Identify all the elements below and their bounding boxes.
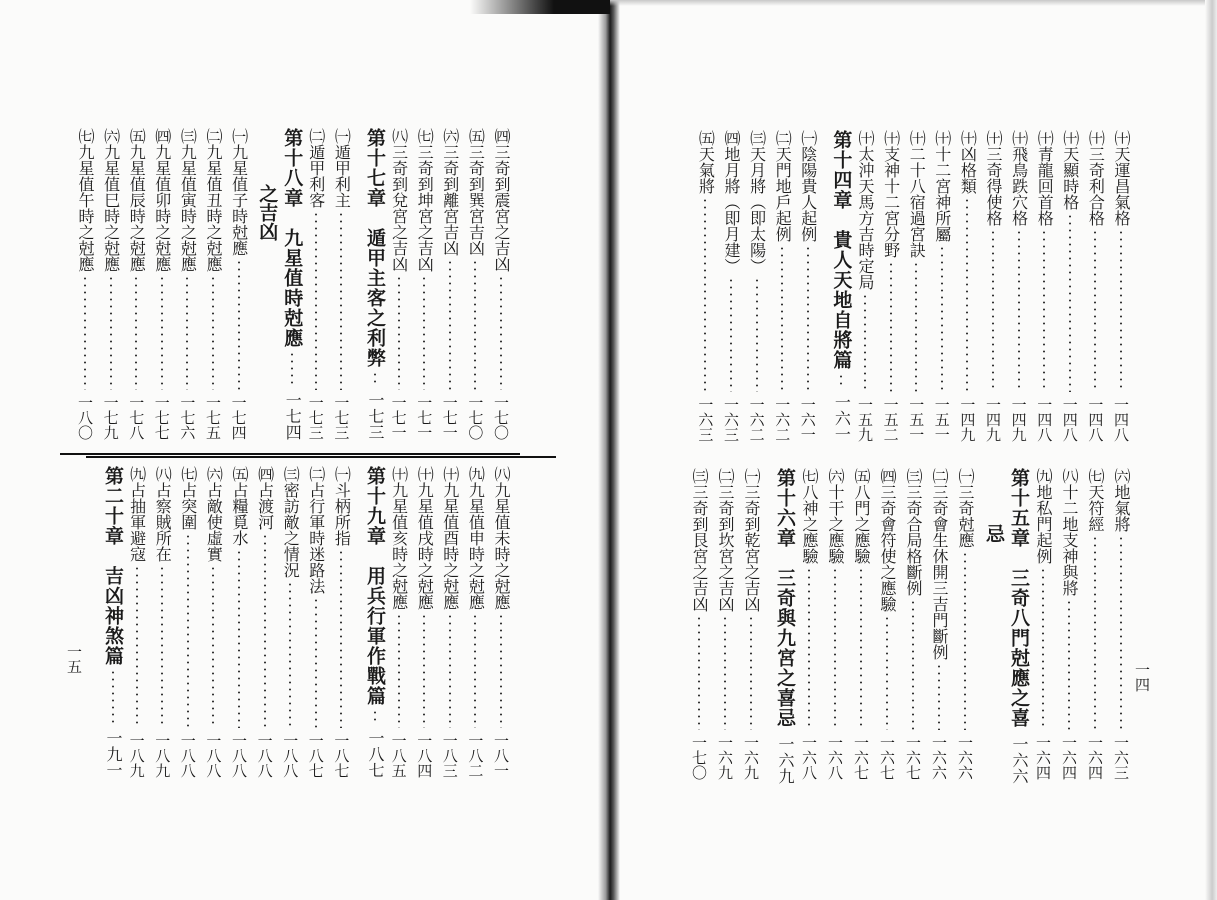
toc-entry-title: ㈦天符經 [1086, 468, 1105, 532]
toc-entry-title: 第二十章 吉凶神煞篇 [102, 466, 124, 666]
book-gutter [598, 0, 620, 900]
toc-entry-title: ㈠九星值子時尅應 [229, 128, 249, 256]
toc-entry-title: ㈦九星值午時之尅應 [76, 128, 95, 272]
dot-leader [756, 277, 758, 392]
toc-entry-title: ㈥占敵使虛實 [204, 466, 224, 562]
dot-leader [135, 275, 137, 390]
toc-entry-page: 一七三 [306, 395, 325, 440]
toc-entry-page: 一五九 [856, 397, 874, 442]
dot-leader [212, 565, 214, 728]
toc-entry [490, 466, 512, 778]
dot-leader [212, 275, 214, 390]
toc-entry-title: ㈡三奇到坎宮之吉凶 [716, 468, 735, 612]
toc-entry-title: ㈥地氣將 [1112, 468, 1131, 532]
toc-entry [720, 130, 742, 442]
toc-entry [1033, 130, 1055, 442]
toc-entry-title: ㈢九星值寅時之尅應 [178, 128, 198, 272]
toc-entry [464, 466, 486, 778]
dot-leader [1120, 535, 1122, 730]
toc-entry-title: ㈥十干之應驗 [826, 468, 845, 564]
dot-leader [864, 293, 866, 392]
dot-leader [704, 197, 706, 392]
dot-leader [1042, 567, 1044, 730]
dot-leader [1018, 229, 1020, 392]
toc-entry [797, 130, 819, 442]
toc-entry-page: 一六四 [1086, 735, 1104, 780]
toc-entry-page: 一八四 [415, 733, 434, 778]
toc-entry [1084, 130, 1106, 442]
dot-leader [1094, 229, 1096, 392]
toc-entry-title: ㈩天顯時格 [1060, 130, 1080, 210]
dot-leader [808, 567, 810, 730]
toc-entry [1058, 468, 1080, 780]
dot-leader [992, 229, 994, 392]
toc-entry-title: ㈦三奇到坤宮之吉凶 [415, 128, 435, 272]
toc-entry [254, 466, 276, 778]
toc-entry-title: ㈦占突圍 [178, 466, 198, 530]
toc-entry [876, 468, 898, 780]
dot-leader [474, 613, 476, 728]
toc-entry [850, 468, 872, 780]
page-edge [1205, 0, 1217, 900]
toc-entry [714, 468, 736, 780]
dot-leader [238, 259, 240, 390]
toc-entry-page: 一六六 [956, 735, 974, 780]
dot-leader [423, 275, 425, 390]
left-page-divider [60, 453, 520, 455]
toc-entry-title: ㈧占察賊所在 [153, 466, 173, 562]
toc-entry-page: 一八九 [127, 733, 146, 778]
toc-entry-title: ㈩三奇利合格 [1086, 130, 1106, 226]
dot-leader [112, 669, 114, 725]
toc-entry-page: 一七八 [127, 395, 146, 440]
toc-entry-page: 一四八 [1086, 397, 1105, 442]
toc-entry-page: 一五二 [881, 397, 900, 442]
toc-entry-page: 一七一 [415, 395, 434, 440]
toc-entry [388, 128, 410, 440]
dot-leader [915, 261, 917, 392]
toc-entry-page: 一六二 [747, 397, 766, 442]
toc-entry [305, 128, 327, 440]
toc-entry-page: 一六二 [773, 397, 792, 442]
dot-leader [340, 549, 342, 728]
dot-leader [161, 275, 163, 390]
toc-entry [202, 466, 224, 778]
dot-leader [449, 259, 451, 390]
toc-entry-title: ㈧九星值未時之尅應 [492, 466, 511, 610]
toc-entry-page: 一七〇 [690, 735, 708, 780]
toc-entry [330, 128, 352, 440]
toc-entry-page: 一八七 [366, 730, 385, 778]
toc-entry-title: ㈥九星值巳時之尅應 [101, 128, 121, 272]
toc-entry-page: 一八七 [332, 733, 351, 778]
toc-entry [74, 128, 96, 440]
toc-entry-page: 一九一 [104, 730, 123, 778]
dot-leader [964, 551, 966, 730]
dot-leader [500, 275, 502, 390]
toc-entry [1084, 468, 1106, 780]
toc-entry [100, 128, 122, 440]
toc-entry-title: ㈥三奇到離宮吉凶 [440, 128, 460, 256]
toc-entry [177, 466, 199, 778]
toc-entry [176, 128, 198, 440]
dot-leader [1094, 535, 1096, 730]
toc-entry [228, 128, 250, 440]
toc-entry [954, 468, 976, 780]
toc-entry-title: ㈩九星值戌時之尅應 [415, 466, 435, 610]
toc-entry [125, 128, 147, 440]
toc-entry-title: ㈡遁甲利客 [306, 128, 326, 208]
dot-leader [966, 197, 968, 392]
dot-leader [374, 709, 376, 725]
toc-entry-page: 一六六 [1010, 736, 1029, 784]
toc-entry-page: 一四八 [1060, 397, 1079, 442]
page-number-right: 一四 [1133, 662, 1151, 692]
dot-leader [938, 663, 940, 730]
toc-chapter-heading [100, 466, 126, 778]
right-page-divider [86, 456, 556, 458]
toc-entry-page: 一四九 [984, 397, 1002, 442]
dot-leader [1043, 229, 1045, 392]
toc-entry-title: ㈠三奇到乾宮之吉凶 [742, 468, 761, 612]
toc-entry-title: ㈠陰陽貴人起例 [798, 130, 818, 242]
toc-entry-title: ㈣三奇會符使之應驗 [878, 468, 897, 612]
toc-entry-title: ㈨占抽軍避寇 [127, 466, 147, 562]
dot-leader [890, 261, 892, 392]
toc-entry [439, 466, 461, 778]
dot-leader [289, 581, 291, 728]
dot-leader [238, 549, 240, 728]
toc-entry-page: 一六七 [852, 735, 870, 780]
toc-entry-page: 一六七 [878, 735, 896, 780]
toc-entry-title: ㈠遁甲利主 [332, 128, 352, 208]
toc-entry-title: 第十四章 貴人天地自將篇 [830, 130, 853, 370]
toc-entry-page: 一六三 [722, 397, 740, 442]
toc-entry-title: ㈩凶格類 [958, 130, 978, 194]
toc-entry-title: ㈩二十八宿過宮訣 [907, 130, 927, 258]
toc-entry-page: 一六四 [1034, 735, 1052, 780]
toc-entry-page: 一七五 [204, 395, 222, 440]
toc-entry-page: 一六一 [798, 397, 817, 442]
toc-entry-page: 一六三 [1112, 735, 1130, 780]
toc-entry-title: ㈩三奇得使格 [984, 130, 1003, 226]
dot-leader [186, 275, 188, 390]
toc-entry-page: 一六六 [930, 735, 948, 780]
toc-chapter-heading [279, 128, 305, 440]
toc-entry [439, 128, 461, 440]
toc-entry-page: 一八九 [153, 733, 172, 778]
toc-entry-title: ㈩太沖天馬方吉時定局 [856, 130, 875, 290]
toc-entry-title: ㈤八門之應驗 [852, 468, 871, 564]
scan-shadow [470, 0, 610, 14]
toc-entry-page: 一七三 [366, 392, 385, 440]
toc-entry-title: ㈨地私門起例 [1034, 468, 1053, 564]
toc-entry [464, 128, 486, 440]
toc-entry-title: ㈠三奇尅應 [956, 468, 975, 548]
toc-entry-page: 一五一 [932, 397, 951, 442]
toc-entry-title: ㈤天氣將 [696, 130, 716, 194]
toc-entry-page: 一八三 [440, 733, 459, 778]
toc-chapter-heading [828, 130, 854, 442]
toc-entry-title: ㈤三奇到巽宮吉凶 [466, 128, 486, 256]
dot-leader [374, 371, 376, 387]
dot-leader [724, 615, 726, 730]
toc-entry-title: ㈩飛鳥跌穴格 [1009, 130, 1029, 226]
toc-chapter-heading [362, 466, 388, 778]
toc-entry-page: 一六七 [904, 735, 922, 780]
toc-entry-title: ㈩九星值亥時之尅應 [389, 466, 409, 610]
dot-leader [1120, 229, 1122, 392]
toc-entry-title: ㈢三奇到艮宮之吉凶 [690, 468, 709, 612]
page-number-left: 一五 [65, 644, 83, 674]
toc-entry-page: 一七一 [389, 395, 408, 440]
toc-entry-page: 一七〇 [492, 395, 510, 440]
dot-leader [110, 275, 112, 390]
dot-leader [1069, 213, 1071, 392]
dot-leader [840, 373, 842, 389]
toc-entry-title: ㈢天月將（即太陽） [747, 130, 767, 274]
toc-entry [905, 130, 927, 442]
toc-entry [854, 130, 876, 442]
dot-leader [264, 533, 266, 728]
toc-entry [956, 130, 978, 442]
toc-entry-page: 一八五 [389, 733, 408, 778]
toc-entry [746, 130, 768, 442]
dot-leader [730, 277, 732, 392]
toc-entry [771, 130, 793, 442]
dot-leader [84, 275, 86, 390]
dot-leader [398, 275, 400, 390]
toc-chapter-continuation: 忌 [983, 524, 1005, 543]
toc-entry-page: 一四九 [958, 397, 977, 442]
dot-leader [912, 599, 914, 730]
toc-entry-page: 一六四 [1060, 735, 1078, 780]
toc-entry-page: 一六八 [800, 735, 818, 780]
toc-entry [228, 466, 250, 778]
toc-entry-title: ㈩九星值酉時之尅應 [440, 466, 460, 610]
toc-entry-title: ㈡九星值丑時之尅應 [204, 128, 223, 272]
toc-entry [982, 130, 1004, 442]
toc-entry-page: 一七六 [178, 395, 197, 440]
dot-leader [860, 567, 862, 730]
dot-leader [315, 597, 317, 728]
toc-entry [126, 466, 148, 778]
toc-entry-page: 一四八 [1112, 397, 1130, 442]
dot-leader [1068, 599, 1070, 730]
toc-entry [413, 128, 435, 440]
toc-entry-page: 一八八 [255, 733, 274, 778]
dot-leader [291, 351, 293, 387]
toc-entry-title: ㈩支神十二宮分野 [881, 130, 901, 258]
toc-entry-page: 一四八 [1035, 397, 1054, 442]
toc-entry [880, 130, 902, 442]
dot-leader [941, 245, 943, 392]
toc-entry [824, 468, 846, 780]
toc-entry-title: ㈢密訪敵之情況 [281, 466, 301, 578]
toc-entry [151, 466, 173, 778]
dot-leader [340, 211, 342, 390]
toc-chapter-heading [1006, 468, 1032, 784]
dot-leader [698, 615, 700, 730]
toc-entry-page: 一七三 [332, 395, 351, 440]
toc-entry-title: ㈡三奇會生休開三吉門斷例 [930, 468, 949, 660]
toc-entry-page: 一七九 [101, 395, 120, 440]
toc-entry-title: 第十七章 遁甲主客之利弊 [364, 128, 386, 368]
dot-leader [750, 615, 752, 730]
toc-entry [688, 468, 710, 780]
toc-entry [413, 466, 435, 778]
dot-leader [161, 565, 163, 728]
toc-entry-title: 第十八章 九星值時尅應 [281, 128, 304, 348]
toc-entry-page: 一六九 [742, 735, 760, 780]
toc-entry [1008, 130, 1030, 442]
toc-entry-title: ㈣地月將（即月建） [722, 130, 741, 274]
dot-leader [398, 613, 400, 728]
toc-entry-title: ㈤九星值辰時之尅應 [127, 128, 147, 272]
dot-leader [449, 613, 451, 728]
toc-entry-page: 一六一 [832, 394, 852, 442]
toc-chapter-heading [362, 128, 388, 440]
toc-entry [928, 468, 950, 780]
toc-entry-title: 第十五章 三奇八門尅應之喜 [1008, 468, 1030, 728]
dot-leader [886, 615, 888, 730]
toc-entry [151, 128, 173, 440]
toc-entry [902, 468, 924, 780]
toc-entry [330, 466, 352, 778]
toc-entry-title: ㈣占渡河 [255, 466, 275, 530]
toc-entry-page: 一八〇 [76, 395, 94, 440]
toc-entry-page: 一八八 [281, 733, 300, 778]
toc-entry [1110, 468, 1132, 780]
toc-entry-page: 一六九 [716, 735, 734, 780]
toc-chapter-heading [772, 468, 798, 784]
toc-entry-page: 一七一 [440, 395, 459, 440]
dot-leader [781, 245, 783, 392]
toc-entry-page: 一八二 [466, 733, 485, 778]
dot-leader [474, 259, 476, 390]
toc-entry-title: ㈠斗柄所指 [332, 466, 352, 546]
toc-entry-page: 一五一 [907, 397, 926, 442]
dot-leader [136, 565, 138, 728]
toc-entry-page: 一七〇 [466, 395, 485, 440]
toc-entry-title: ㈡占行軍時迷路法 [306, 466, 326, 594]
toc-entry-page: 一八七 [306, 733, 325, 778]
toc-entry-page: 一八八 [178, 733, 197, 778]
toc-entry-title: ㈨九星值申時之尅應 [466, 466, 486, 610]
toc-entry [1059, 130, 1081, 442]
toc-entry [1032, 468, 1054, 780]
toc-entry-page: 一六三 [696, 397, 715, 442]
toc-entry [1110, 130, 1132, 442]
toc-entry-page: 一八一 [492, 733, 510, 778]
toc-entry [388, 466, 410, 778]
dot-leader [834, 567, 836, 730]
toc-entry-title: ㈩青龍回首格 [1035, 130, 1055, 226]
toc-entry-title: ㈧三奇到兌宮之吉凶 [389, 128, 409, 272]
toc-entry [305, 466, 327, 778]
toc-entry-page: 一八八 [204, 733, 223, 778]
toc-entry [279, 466, 301, 778]
toc-entry-title: ㈩十二宮神所屬 [932, 130, 952, 242]
toc-entry-title: ㈧十二地支神與將 [1060, 468, 1079, 596]
dot-leader [187, 533, 189, 728]
toc-entry-page: 一七四 [283, 392, 303, 440]
toc-entry [490, 128, 512, 440]
dot-leader [423, 613, 425, 728]
dot-leader [315, 211, 317, 390]
toc-entry-title: ㈦八神之應驗 [800, 468, 819, 564]
toc-entry-page: 一八八 [230, 733, 248, 778]
toc-entry [798, 468, 820, 780]
toc-entry-page: 一四九 [1009, 397, 1028, 442]
toc-entry-title: ㈩天運昌氣格 [1112, 130, 1131, 226]
toc-entry-page: 一六九 [776, 736, 795, 784]
toc-entry [202, 128, 224, 440]
toc-entry-title: 第十六章 三奇與九宮之喜忌 [774, 468, 796, 728]
toc-entry-title: ㈡天門地戶起例 [773, 130, 793, 242]
toc-entry-title: ㈢三奇合局格斷例 [904, 468, 923, 596]
toc-entry-page: 一七四 [229, 395, 248, 440]
toc-entry-title: ㈣三奇到震宮之吉凶 [492, 128, 511, 272]
toc-entry-page: 一六八 [826, 735, 844, 780]
dot-leader [500, 613, 502, 728]
toc-entry [931, 130, 953, 442]
toc-entry-title: ㈤占糧覓水 [230, 466, 249, 546]
toc-entry-title: 第十九章 用兵行軍作戰篇 [364, 466, 386, 706]
toc-entry-title: ㈣九星值卯時之尅應 [152, 128, 172, 272]
toc-chapter-continuation: 之吉凶 [256, 184, 279, 241]
toc-entry [694, 130, 716, 442]
dot-leader [807, 245, 809, 392]
scan-shadow-right [610, 0, 1217, 6]
toc-entry-page: 一七七 [152, 395, 171, 440]
toc-entry [740, 468, 762, 780]
